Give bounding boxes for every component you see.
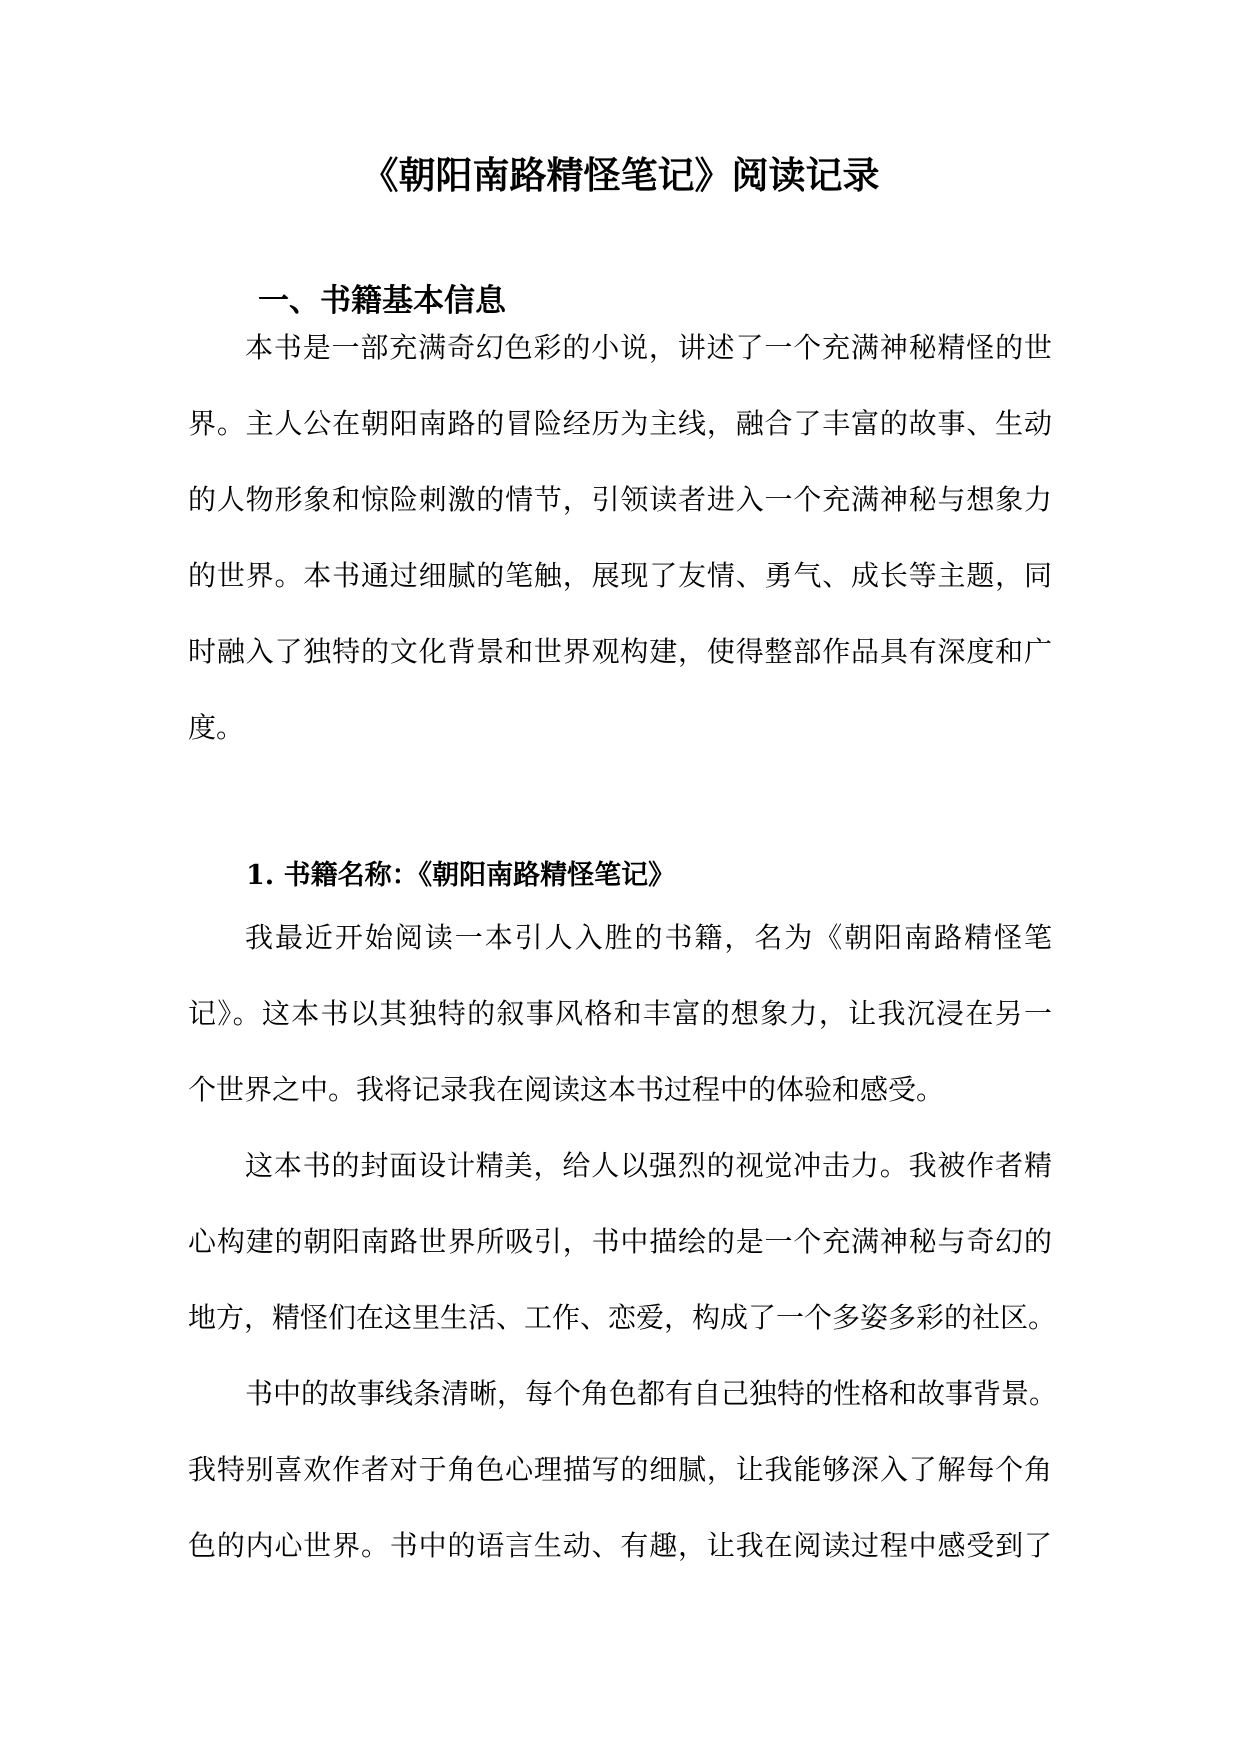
paragraph-line: 色的内心世界。书中的语言生动、有趣，让我在阅读过程中感受到了: [188, 1529, 1052, 1562]
paragraph-line: 度。: [188, 711, 245, 744]
paragraph-line: 的人物形象和惊险刺激的情节，引领读者进入一个充满神秘与想象力: [188, 483, 1052, 516]
subheading-book-name: 1. 书籍名称：《朝阳南路精怪笔记》: [246, 860, 676, 891]
paragraph-line: 我特别喜欢作者对于角色心理描写的细腻，让我能够深入了解每个角: [188, 1453, 1052, 1486]
paragraph-line: 地方，精怪们在这里生活、工作、恋爱，构成了一个多姿多彩的社区。: [188, 1301, 1057, 1334]
paragraph-line: 书中的故事线条清晰，每个角色都有自己独特的性格和故事背景。: [245, 1377, 1058, 1410]
paragraph-line: 的世界。本书通过细腻的笔触，展现了友情、勇气、成长等主题，同: [188, 559, 1052, 592]
paragraph-storyline: [188, 1356, 1058, 1584]
section-heading-basic-info: 一、书籍基本信息: [258, 283, 506, 319]
document-title: 《朝阳南路精怪笔记》阅读记录: [361, 153, 880, 197]
paragraph-line: 时融入了独特的文化背景和世界观构建，使得整部作品具有深度和广: [188, 635, 1052, 668]
paragraph-line: 这本书的封面设计精美，给人以强烈的视觉冲击力。我被作者精: [245, 1149, 1052, 1182]
paragraph-cover-design: [188, 1128, 1057, 1356]
paragraph-reading-start: [188, 900, 1052, 1128]
intro-paragraph: [188, 310, 1052, 766]
paragraph-line: 本书是一部充满奇幻色彩的小说，讲述了一个充满神秘精怪的世: [245, 331, 1052, 364]
paragraph-line: 记》。这本书以其独特的叙事风格和丰富的想象力，让我沉浸在另一: [188, 997, 1052, 1030]
paragraph-line: 界。主人公在朝阳南路的冒险经历为主线，融合了丰富的故事、生动: [188, 407, 1052, 440]
paragraph-line: 心构建的朝阳南路世界所吸引，书中描绘的是一个充满神秘与奇幻的: [188, 1225, 1052, 1258]
paragraph-line: 我最近开始阅读一本引人入胜的书籍，名为《朝阳南路精怪笔: [245, 921, 1052, 954]
paragraph-line: 个世界之中。我将记录我在阅读这本书过程中的体验和感受。: [188, 1073, 945, 1106]
